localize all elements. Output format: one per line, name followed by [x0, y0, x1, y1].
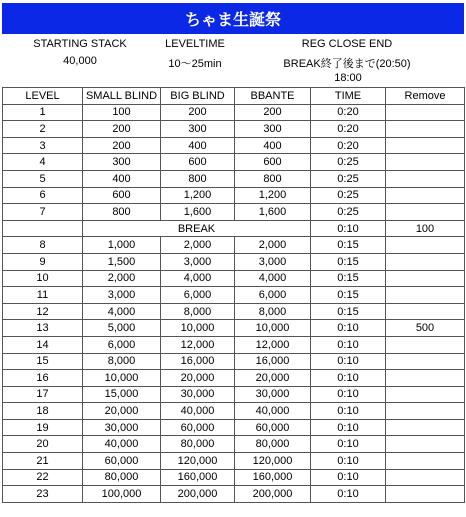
header-bbante: BBANTE: [235, 88, 311, 105]
break-level-cell: [3, 220, 83, 237]
big-blind-cell: 10,000: [161, 320, 235, 337]
bbante-cell: 30,000: [235, 386, 311, 403]
bbante-cell: 600: [235, 154, 311, 171]
big-blind-cell: 600: [161, 154, 235, 171]
bbante-cell: 10,000: [235, 320, 311, 337]
time-cell: 0:10: [311, 336, 386, 353]
remove-cell: [386, 104, 465, 121]
time-cell: 0:25: [311, 204, 386, 221]
level-cell: 18: [3, 403, 83, 420]
small-blind-cell: 8,000: [83, 353, 161, 370]
reg-close-time: 18:00: [334, 72, 362, 84]
time-cell: 0:15: [311, 270, 386, 287]
big-blind-cell: 800: [161, 170, 235, 187]
big-blind-cell: 1,200: [161, 187, 235, 204]
time-cell: 0:20: [311, 137, 386, 154]
level-cell: 21: [3, 453, 83, 470]
bbante-cell: 800: [235, 170, 311, 187]
table-row: [3, 121, 465, 138]
bbante-cell: 120,000: [235, 453, 311, 470]
big-blind-cell: 1,600: [161, 204, 235, 221]
remove-cell: 100: [386, 220, 465, 237]
level-cell: 17: [3, 386, 83, 403]
header-big-blind: BIG BLIND: [161, 88, 235, 105]
remove-cell: [386, 370, 465, 387]
break-row: [3, 220, 465, 237]
remove-cell: [386, 270, 465, 287]
small-blind-cell: 300: [83, 154, 161, 171]
level-cell: 13: [3, 320, 83, 337]
remove-cell: [386, 353, 465, 370]
table-row: [3, 154, 465, 171]
level-cell: 5: [3, 170, 83, 187]
time-cell: 0:10: [311, 486, 386, 503]
bbante-cell: 80,000: [235, 436, 311, 453]
big-blind-cell: 30,000: [161, 386, 235, 403]
level-cell: 11: [3, 287, 83, 304]
remove-cell: [386, 170, 465, 187]
big-blind-cell: 300: [161, 121, 235, 138]
bbante-cell: 400: [235, 137, 311, 154]
bbante-cell: 6,000: [235, 287, 311, 304]
table-row: [3, 287, 465, 304]
big-blind-cell: 160,000: [161, 469, 235, 486]
time-cell: 0:10: [311, 320, 386, 337]
table-row: [3, 353, 465, 370]
level-cell: 10: [3, 270, 83, 287]
time-cell: 0:15: [311, 287, 386, 304]
bbante-cell: 40,000: [235, 403, 311, 420]
big-blind-cell: 200: [161, 104, 235, 121]
header-small-blind: SMALL BLIND: [83, 88, 161, 105]
table-row: [3, 320, 465, 337]
small-blind-cell: 2,000: [83, 270, 161, 287]
remove-cell: [386, 237, 465, 254]
remove-cell: [386, 336, 465, 353]
small-blind-cell: 200: [83, 137, 161, 154]
table-row: [3, 403, 465, 420]
big-blind-cell: 2,000: [161, 237, 235, 254]
remove-cell: [386, 204, 465, 221]
table-row: [3, 453, 465, 470]
table-header-row: [3, 88, 465, 105]
reg-close-label: REG CLOSE END: [301, 38, 393, 50]
time-cell: 0:25: [311, 187, 386, 204]
small-blind-cell: 1,000: [83, 237, 161, 254]
bbante-cell: 8,000: [235, 303, 311, 320]
big-blind-cell: 80,000: [161, 436, 235, 453]
level-cell: 22: [3, 469, 83, 486]
bbante-cell: 4,000: [235, 270, 311, 287]
time-cell: 0:10: [311, 353, 386, 370]
level-cell: 6: [3, 187, 83, 204]
bbante-cell: 2,000: [235, 237, 311, 254]
header-level: LEVEL: [3, 88, 83, 105]
level-cell: 16: [3, 370, 83, 387]
small-blind-cell: 400: [83, 170, 161, 187]
level-cell: 20: [3, 436, 83, 453]
small-blind-cell: 1,500: [83, 253, 161, 270]
big-blind-cell: 20,000: [161, 370, 235, 387]
table-row: [3, 170, 465, 187]
small-blind-cell: 80,000: [83, 469, 161, 486]
time-cell: 0:15: [311, 303, 386, 320]
table-row: [3, 237, 465, 254]
table-row: [3, 253, 465, 270]
time-cell: 0:10: [311, 453, 386, 470]
level-cell: 14: [3, 336, 83, 353]
small-blind-cell: 6,000: [83, 336, 161, 353]
table-row: [3, 270, 465, 287]
big-blind-cell: 4,000: [161, 270, 235, 287]
remove-cell: [386, 469, 465, 486]
small-blind-cell: 15,000: [83, 386, 161, 403]
table-row: [3, 436, 465, 453]
header-remove: Remove: [386, 88, 465, 105]
remove-cell: [386, 303, 465, 320]
table-row: [3, 469, 465, 486]
remove-cell: 500: [386, 320, 465, 337]
bbante-cell: 3,000: [235, 253, 311, 270]
leveltime-label: LEVELTIME: [165, 38, 225, 50]
level-cell: 3: [3, 137, 83, 154]
starting-stack-value: 40,000: [63, 55, 97, 67]
remove-cell: [386, 121, 465, 138]
small-blind-cell: 200: [83, 121, 161, 138]
level-cell: 9: [3, 253, 83, 270]
time-cell: 0:10: [311, 370, 386, 387]
table-row: [3, 104, 465, 121]
big-blind-cell: 16,000: [161, 353, 235, 370]
remove-cell: [386, 253, 465, 270]
level-cell: 8: [3, 237, 83, 254]
time-cell: 0:10: [311, 419, 386, 436]
big-blind-cell: 40,000: [161, 403, 235, 420]
big-blind-cell: 8,000: [161, 303, 235, 320]
bbante-cell: 1,600: [235, 204, 311, 221]
small-blind-cell: 600: [83, 187, 161, 204]
table-row: [3, 386, 465, 403]
big-blind-cell: 6,000: [161, 287, 235, 304]
table-row: [3, 303, 465, 320]
bbante-cell: 12,000: [235, 336, 311, 353]
big-blind-cell: 12,000: [161, 336, 235, 353]
time-cell: 0:15: [311, 253, 386, 270]
level-cell: 19: [3, 419, 83, 436]
remove-cell: [386, 287, 465, 304]
table-row: [3, 137, 465, 154]
blind-table: [2, 87, 465, 503]
level-cell: 7: [3, 204, 83, 221]
time-cell: 0:10: [311, 220, 386, 237]
table-row: [3, 336, 465, 353]
remove-cell: [386, 453, 465, 470]
table-row: [3, 204, 465, 221]
small-blind-cell: 4,000: [83, 303, 161, 320]
small-blind-cell: 100: [83, 104, 161, 121]
small-blind-cell: 3,000: [83, 287, 161, 304]
bbante-cell: 200: [235, 104, 311, 121]
remove-cell: [386, 403, 465, 420]
table-row: [3, 187, 465, 204]
big-blind-cell: 120,000: [161, 453, 235, 470]
level-cell: 12: [3, 303, 83, 320]
level-cell: 23: [3, 486, 83, 503]
small-blind-cell: 10,000: [83, 370, 161, 387]
time-cell: 0:20: [311, 104, 386, 121]
small-blind-cell: 40,000: [83, 436, 161, 453]
small-blind-cell: 800: [83, 204, 161, 221]
break-label: BREAK: [83, 220, 311, 237]
big-blind-cell: 60,000: [161, 419, 235, 436]
remove-cell: [386, 386, 465, 403]
level-cell: 1: [3, 104, 83, 121]
time-cell: 0:10: [311, 469, 386, 486]
sheet-title: ちゃま生誕祭: [2, 3, 464, 34]
remove-cell: [386, 137, 465, 154]
remove-cell: [386, 436, 465, 453]
big-blind-cell: 3,000: [161, 253, 235, 270]
remove-cell: [386, 419, 465, 436]
level-cell: 4: [3, 154, 83, 171]
small-blind-cell: 20,000: [83, 403, 161, 420]
table-row: [3, 486, 465, 503]
remove-cell: [386, 486, 465, 503]
small-blind-cell: 5,000: [83, 320, 161, 337]
big-blind-cell: 200,000: [161, 486, 235, 503]
small-blind-cell: 100,000: [83, 486, 161, 503]
level-cell: 15: [3, 353, 83, 370]
reg-close-value: BREAK終了後まで(20:50): [283, 58, 411, 70]
small-blind-cell: 60,000: [83, 453, 161, 470]
time-cell: 0:15: [311, 237, 386, 254]
time-cell: 0:25: [311, 154, 386, 171]
time-cell: 0:20: [311, 121, 386, 138]
bbante-cell: 1,200: [235, 187, 311, 204]
table-row: [3, 419, 465, 436]
big-blind-cell: 400: [161, 137, 235, 154]
table-row: [3, 370, 465, 387]
bbante-cell: 300: [235, 121, 311, 138]
level-cell: 2: [3, 121, 83, 138]
starting-stack-label: STARTING STACK: [33, 38, 127, 50]
remove-cell: [386, 187, 465, 204]
bbante-cell: 20,000: [235, 370, 311, 387]
time-cell: 0:10: [311, 386, 386, 403]
small-blind-cell: 30,000: [83, 419, 161, 436]
time-cell: 0:10: [311, 403, 386, 420]
remove-cell: [386, 154, 465, 171]
bbante-cell: 200,000: [235, 486, 311, 503]
time-cell: 0:25: [311, 170, 386, 187]
bbante-cell: 60,000: [235, 419, 311, 436]
time-cell: 0:10: [311, 436, 386, 453]
bbante-cell: 160,000: [235, 469, 311, 486]
leveltime-value: 10〜25min: [168, 58, 222, 70]
header-time: TIME: [311, 88, 386, 105]
bbante-cell: 16,000: [235, 353, 311, 370]
